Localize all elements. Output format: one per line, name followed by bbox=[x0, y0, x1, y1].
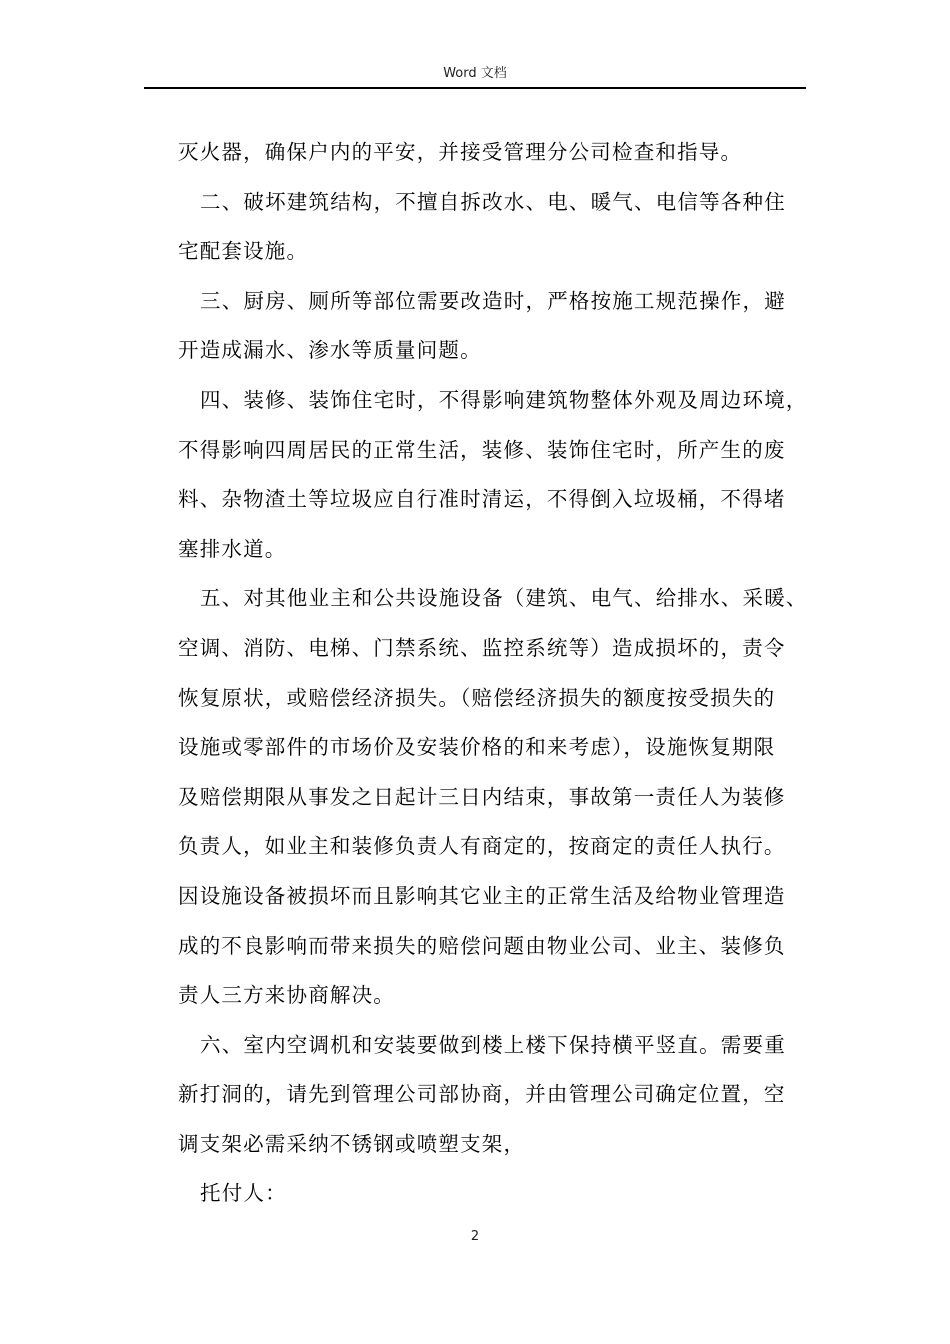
page-number: 2 bbox=[470, 1229, 480, 1244]
body-line: 恢复原状，或赔偿经济损失。（赔偿经济损失的额度按受损失的 bbox=[178, 685, 776, 710]
body-line: 灭火器，确保户内的平安，并接受管理分公司检查和指导。 bbox=[178, 140, 743, 164]
body-line: 因设施设备被损坏而且影响其它业主的正常生活及给物业管理造 bbox=[178, 883, 786, 908]
body-line: 责人三方来协商解决。 bbox=[178, 983, 395, 1008]
body-line: 设施或零部件的市场价及安装价格的和来考虑），设施恢复期限 bbox=[178, 735, 776, 760]
body-line: 调支架必需采纳不锈钢或喷塑支架， bbox=[178, 1131, 526, 1156]
body-line: 托付人： bbox=[200, 1181, 287, 1206]
body-line: 不得影响四周居民的正常生活，装修、装饰住宅时，所产生的废 bbox=[178, 437, 786, 462]
document-body bbox=[178, 128, 810, 1219]
body-line: 四、装修、装饰住宅时，不得影响建筑物整体外观及周边环境， bbox=[200, 387, 808, 412]
body-line: 及赔偿期限从事发之日起计三日内结束，事故第一责任人为装修 bbox=[178, 784, 786, 809]
body-line: 宅配套设施。 bbox=[178, 239, 309, 264]
body-line: 塞排水道。 bbox=[178, 536, 287, 561]
body-line: 开造成漏水、渗水等质量问题。 bbox=[178, 338, 482, 363]
body-line: 二、破坏建筑结构，不擅自拆改水、电、暖气、电信等各种住 bbox=[200, 189, 786, 214]
body-line: 空调、消防、电梯、门禁系统、监控系统等）造成损坏的，责令 bbox=[178, 635, 786, 660]
body-line: 新打洞的，请先到管理公司部协商，并由管理公司确定位置，空 bbox=[178, 1082, 786, 1107]
body-line: 成的不良影响而带来损失的赔偿问题由物业公司、业主、装修负 bbox=[178, 933, 786, 958]
body-line: 料、杂物渣土等垃圾应自行准时清运，不得倒入垃圾桶，不得堵 bbox=[178, 487, 786, 512]
body-line: 三、厨房、厕所等部位需要改造时，严格按施工规范操作，避 bbox=[200, 288, 786, 313]
header-divider bbox=[144, 87, 806, 89]
body-line: 负责人，如业主和装修负责人有商定的，按商定的责任人执行。 bbox=[178, 834, 786, 859]
body-line: 六、室内空调机和安装要做到楼上楼下保持横平竖直。需要重 bbox=[200, 1032, 786, 1057]
body-line: 五、对其他业主和公共设施设备（建筑、电气、给排水、采暖、 bbox=[200, 586, 808, 611]
page-header-title: Word 文档 bbox=[443, 66, 507, 81]
